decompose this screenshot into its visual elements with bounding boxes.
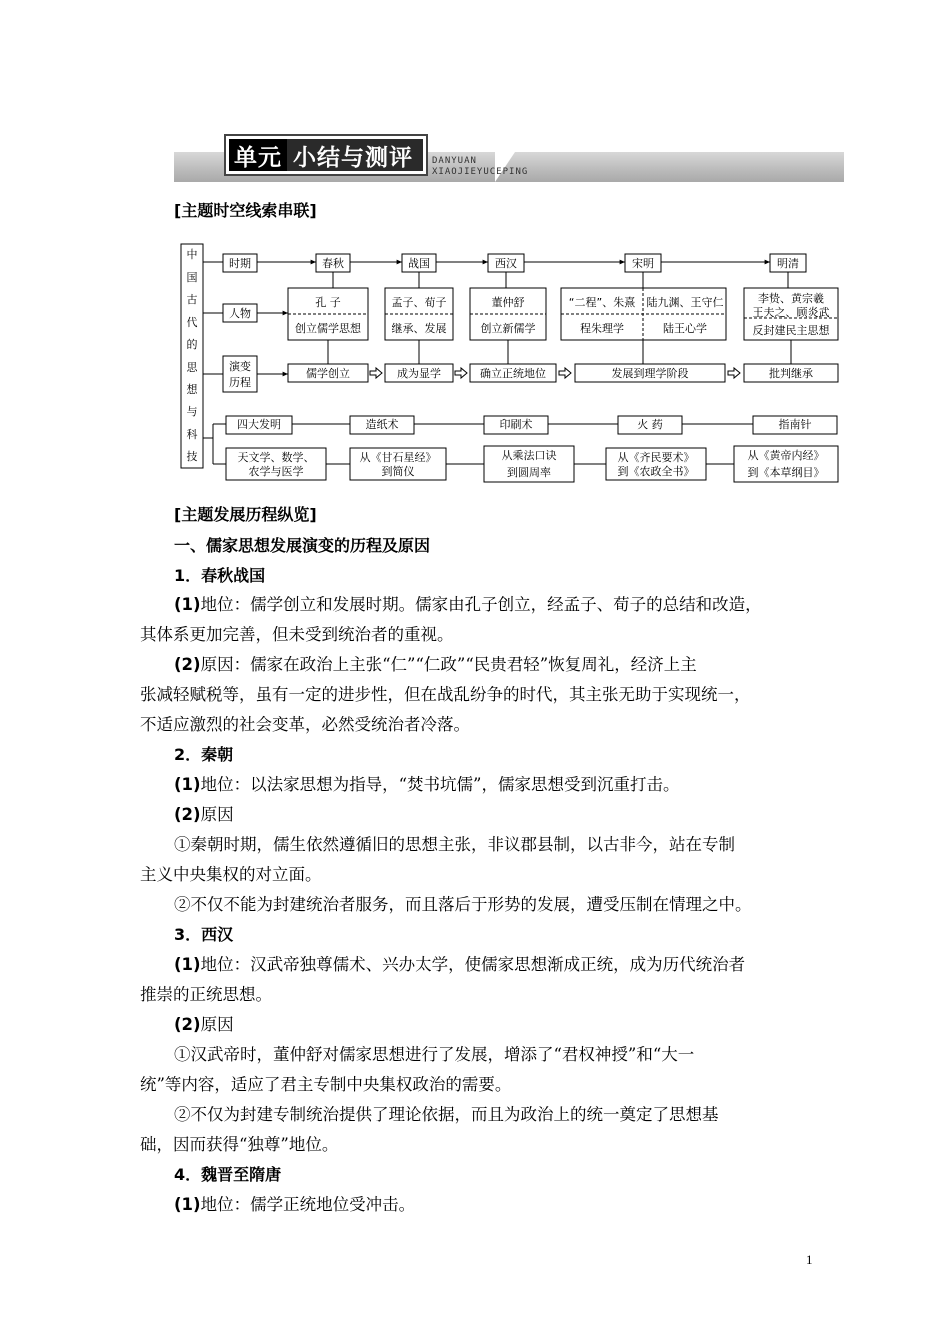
- text-line: 张减轻赋税等，虽有一定的进步性，但在战乱纷争的时代，其主张无助于实现统一，: [140, 685, 751, 704]
- invention-label: 火 药: [637, 418, 663, 431]
- science-item: 从《齐民要术》: [617, 451, 695, 464]
- period-label: 春秋: [322, 257, 344, 270]
- text-line: 原因：儒家在政治上主张“仁”“仁政”“民贵君轻”恢复周礼，经济上主: [200, 655, 697, 674]
- person-role: 继承、发展: [391, 322, 447, 335]
- person-name: 孔 子: [315, 296, 341, 309]
- item-label: (2): [174, 805, 201, 824]
- person-name: 董仲舒: [491, 296, 525, 309]
- banner-pinyin-line2: XIAOJIEYUCEPING: [432, 167, 529, 177]
- item-label: (1): [174, 595, 201, 614]
- science-label: 农学与医学: [248, 465, 304, 478]
- stage-label: 发展到理学阶段: [611, 367, 689, 380]
- label-period: 时期: [229, 257, 251, 270]
- person-name: 王夫之、顾炎武: [752, 306, 830, 319]
- diagram-title-char: 中: [186, 248, 198, 261]
- item-label: (1): [174, 1195, 201, 1214]
- science-item: 到简仪: [381, 465, 415, 478]
- text-line: 其体系更加完善，但未受到统治者的重视。: [140, 625, 454, 644]
- paragraph: [140, 590, 830, 740]
- text-line: 原因: [200, 805, 234, 824]
- period-label: 宋明: [632, 257, 654, 270]
- text-line: 础，因而获得“独尊”地位。: [140, 1135, 339, 1154]
- person-role: 创立儒学思想: [295, 322, 361, 335]
- science-item: 从《甘石星经》: [359, 451, 437, 464]
- subheading: 4．魏晋至隋唐: [174, 1165, 282, 1184]
- invention-label: 印刷术: [499, 418, 533, 431]
- stage-label: 成为显学: [397, 367, 441, 380]
- stage-label: 批判继承: [769, 367, 813, 380]
- period-label: 明清: [777, 257, 799, 270]
- page-number: 1: [806, 1252, 813, 1267]
- diagram-title-char: 与: [186, 405, 198, 418]
- text-line: ①汉武帝时，董仲舒对儒家思想进行了发展，增添了“君权神授”和“大一: [174, 1045, 695, 1064]
- text-line: 主义中央集权的对立面。: [140, 865, 322, 884]
- section-heading-timeline: [主题时空线索串联]: [174, 201, 317, 220]
- diagram-title-char: 古: [186, 293, 198, 306]
- paragraph: [140, 1190, 830, 1220]
- period-label: 战国: [408, 257, 430, 270]
- text-line: 不适应激烈的社会变革，必然受统治者冷落。: [140, 715, 470, 734]
- person-name: “二程”、朱熹: [568, 296, 636, 309]
- person-role: 陆王心学: [663, 322, 707, 335]
- science-item: 从《黄帝内经》: [747, 449, 825, 462]
- text-line: ②不仅不能为封建统治者服务，而且落后于形势的发展，遭受压制在情理之中。: [174, 895, 752, 914]
- text-line: 地位：儒学创立和发展时期。儒家由孔子创立，经孟子、荀子的总结和改造，: [200, 595, 762, 614]
- stage-label: 儒学创立: [306, 367, 350, 380]
- diagram-title-char: 的: [186, 338, 198, 351]
- subheading: 2．秦朝: [174, 745, 234, 764]
- banner-title-part-a: 单元: [229, 139, 287, 171]
- subheading: 3．西汉: [174, 925, 234, 944]
- text-line: 原因: [200, 1015, 234, 1034]
- invention-label: 指南针: [778, 418, 812, 431]
- banner-pinyin-line1: DANYUAN: [432, 156, 477, 166]
- banner-title-part-b: 小结与测评: [293, 144, 413, 171]
- banner-pinyin: [432, 156, 528, 178]
- paragraph: [140, 770, 830, 920]
- label-person: 人物: [229, 307, 251, 320]
- item-label: (1): [174, 955, 201, 974]
- tech-label: 四大发明: [237, 418, 281, 431]
- science-item: 到《本草纲目》: [747, 466, 825, 479]
- person-name: 李贽、黄宗羲: [758, 292, 824, 305]
- science-label: 天文学、数学、: [237, 451, 315, 464]
- science-item: 到圆周率: [507, 466, 551, 479]
- person-name: 孟子、荀子: [391, 296, 447, 309]
- item-label: (2): [174, 1015, 201, 1034]
- science-item: 从乘法口诀: [501, 449, 557, 462]
- section-heading-overview: [主题发展历程纵览]: [174, 505, 317, 524]
- science-item: 到《农政全书》: [617, 465, 695, 478]
- diagram-title-char: 代: [186, 316, 198, 329]
- text-line: 统”等内容，适应了君主专制中央集权政治的需要。: [140, 1075, 512, 1094]
- invention-label: 造纸术: [365, 418, 399, 431]
- person-role: 程朱理学: [580, 322, 624, 335]
- item-label: (2): [174, 655, 201, 674]
- text-line: 推崇的正统思想。: [140, 985, 272, 1004]
- person-role: 反封建民主思想: [752, 324, 830, 337]
- text-line: 地位：以法家思想为指导，“焚书坑儒”，儒家思想受到沉重打击。: [200, 775, 680, 794]
- diagram-title-char: 国: [186, 271, 198, 284]
- diagram-title-char: 想: [186, 383, 198, 396]
- text-line: ②不仅为封建专制统治提供了理论依据，而且为政治上的统一奠定了思想基: [174, 1105, 719, 1124]
- part-heading: 一、儒家思想发展演变的历程及原因: [174, 536, 431, 555]
- label-evolution-2: 历程: [229, 376, 251, 389]
- person-role: 创立新儒学: [480, 322, 536, 335]
- timeline-diagram: [178, 240, 846, 486]
- text-line: 地位：汉武帝独尊儒术、兴办太学，使儒家思想渐成正统，成为历代统治者: [200, 955, 746, 974]
- text-line: ①秦朝时期，儒生依然遵循旧的思想主张，非议郡县制，以古非今，站在专制: [174, 835, 735, 854]
- diagram-title-char: 思: [186, 361, 198, 374]
- subheading: 1．春秋战国: [174, 566, 266, 585]
- label-evolution-1: 演变: [229, 360, 251, 373]
- period-label: 西汉: [495, 257, 517, 270]
- diagram-title-char: 技: [186, 450, 198, 463]
- unit-banner-title: [224, 134, 428, 176]
- item-label: (1): [174, 775, 201, 794]
- text-line: 地位：儒学正统地位受冲击。: [200, 1195, 416, 1214]
- person-name: 陆九渊、王守仁: [646, 296, 724, 309]
- stage-label: 确立正统地位: [480, 367, 546, 380]
- diagram-title-char: 科: [186, 428, 198, 441]
- paragraph: [140, 950, 830, 1160]
